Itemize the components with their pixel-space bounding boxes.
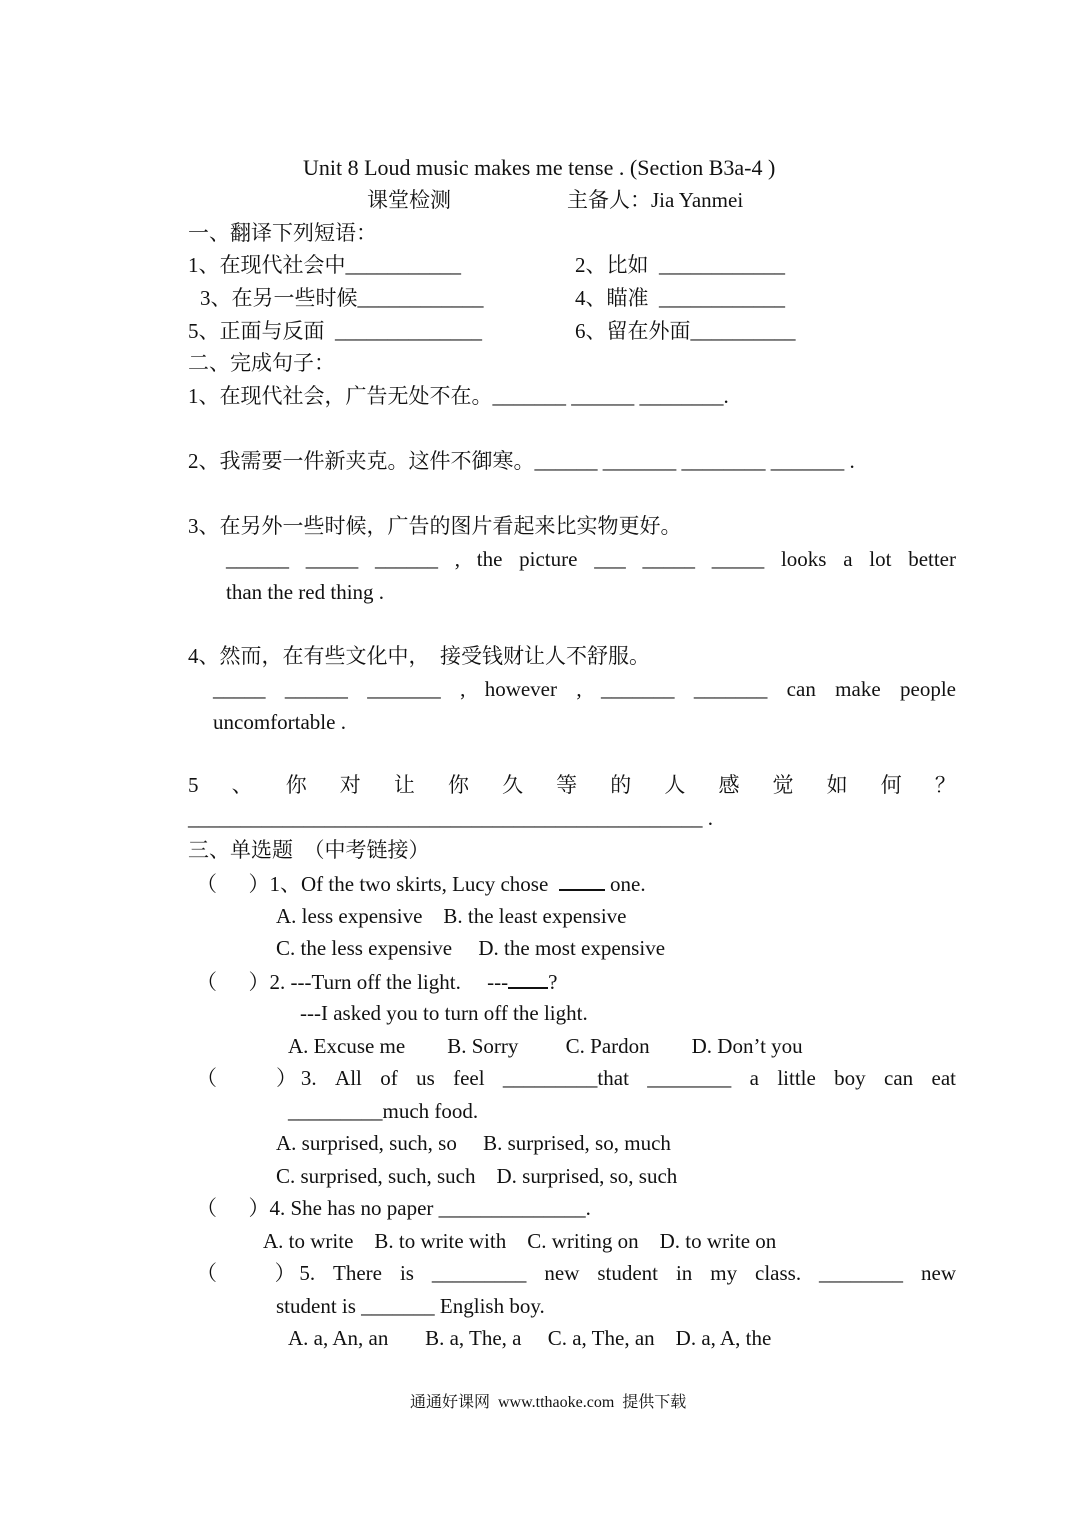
question-2-reply: ---I asked you to turn off the light. — [300, 1001, 588, 1025]
sentence-1: 1、在现代社会，广告无处不在。_______ ______ ________. — [188, 384, 729, 408]
sentence-5-char: ？ — [934, 773, 956, 797]
phrase-item: 2、比如 ____________ — [575, 253, 785, 277]
question-1 — [196, 869, 646, 898]
question-3-options-ab: A. surprised, such, so B. surprised, so, much — [276, 1131, 671, 1155]
question-1-options-ab: A. less expensive B. the least expensive — [276, 904, 627, 928]
sentence-5-char: 5 — [188, 773, 199, 797]
sentence-4-english-cont: uncomfortable . — [213, 710, 346, 734]
sentence-2: 2、我需要一件新夹克。这件不御寒。______ _______ ________ _______ . — [188, 449, 855, 473]
sentence-5-char: 人 — [664, 773, 686, 797]
answer-blank — [508, 967, 548, 989]
phrase-item: 3、在另一些时候____________ — [200, 286, 484, 310]
sentence-3-english: ______ _____ ______ , the picture ___ _____ _____ looks a lot better — [226, 547, 956, 571]
sentence-5-char: 对 — [339, 773, 361, 797]
question-5-options: A. a, An, an B. a, The, a C. a, The, an D. a, A, the — [288, 1326, 772, 1350]
sentence-5-char: 的 — [610, 773, 632, 797]
footer-credit: 通通好课网 www.tthaoke.com 提供下载 — [410, 1394, 687, 1411]
sentence-3-chinese: 3、在另外一些时候，广告的图片看起来比实物更好。 — [188, 514, 682, 538]
phrase-item: 6、留在外面__________ — [575, 319, 796, 343]
sentence-5-char: 你 — [447, 773, 469, 797]
sentence-5-char: 等 — [556, 773, 578, 797]
question-1-stem: （ ）1、Of the two skirts, Lucy chose — [196, 872, 549, 896]
question-2 — [196, 967, 557, 996]
subtitle-right: 主备人：Jia Yanmei — [567, 188, 744, 212]
phrase-item: 5、正面与反面 ______________ — [188, 319, 482, 343]
sentence-5-char: 感 — [718, 773, 740, 797]
sentence-5-char: 久 — [502, 773, 524, 797]
question-2-stem: （ ）2. ---Turn off the light. --- — [196, 970, 509, 994]
page-title: Unit 8 Loud music makes me tense . (Section B3a-4 ) — [303, 155, 776, 180]
sentence-3-english-cont: than the red thing . — [226, 580, 385, 604]
section3-heading: 三、单选题 （中考链接） — [188, 838, 430, 862]
question-1-options-cd: C. the less expensive D. the most expensive — [276, 936, 666, 960]
subtitle-left: 课堂检测 — [367, 188, 451, 212]
sentence-5-blank: _________________________________________________ . — [188, 806, 713, 830]
sentence-5-char: 你 — [285, 773, 307, 797]
question-2-tail: ? — [548, 970, 558, 994]
sentence-5-chinese — [188, 771, 956, 799]
sentence-5-char: 让 — [393, 773, 415, 797]
sentence-5-char: 如 — [826, 773, 848, 797]
question-3-options-cd: C. surprised, such, such D. surprised, so, such — [276, 1164, 678, 1188]
question-5: （ ）5. There is _________ new student in my class. ________ new — [196, 1261, 956, 1285]
question-3-cont: _________much food. — [288, 1099, 479, 1123]
sentence-4-english: _____ ______ _______ , however , _______ _______ can make people — [213, 677, 956, 701]
sentence-5-char: 何 — [880, 773, 902, 797]
question-2-options: A. Excuse me B. Sorry C. Pardon D. Don’t you — [288, 1034, 803, 1058]
answer-blank — [559, 869, 605, 891]
sentence-5-char: 、 — [231, 773, 253, 797]
phrase-item: 4、瞄准 ____________ — [575, 286, 785, 310]
question-4-options: A. to write B. to write with C. writing on D. to write on — [263, 1229, 777, 1253]
sentence-5-char: 觉 — [772, 773, 794, 797]
question-1-tail: one. — [604, 872, 646, 896]
question-3: （ ）3. All of us feel _________that ________ a little boy can eat — [196, 1066, 956, 1090]
phrase-item: 1、在现代社会中___________ — [188, 253, 461, 277]
question-5-cont: student is _______ English boy. — [276, 1294, 545, 1318]
section1-heading: 一、翻译下列短语： — [188, 221, 377, 245]
sentence-4-chinese: 4、然而，在有些文化中， 接受钱财让人不舒服。 — [188, 644, 650, 668]
section2-heading: 二、完成句子： — [188, 351, 335, 375]
question-4: （ ）4. She has no paper ______________. — [196, 1196, 591, 1220]
